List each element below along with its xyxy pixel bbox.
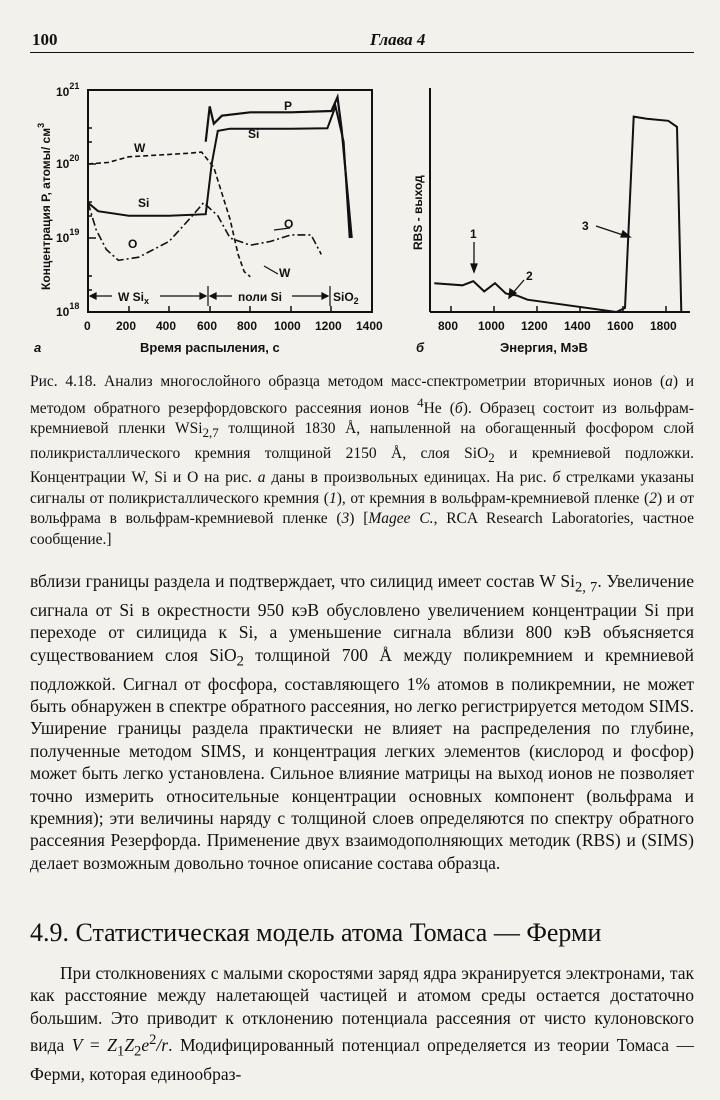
xtick: 1400 [564,319,591,333]
panel-b-xticks [438,319,677,333]
xtick: 1800 [650,319,677,333]
chapter-title: Глава 4 [370,30,426,49]
arrow-label-3: 3 [582,219,589,233]
ytick-1e21: $10^{21}$ [56,81,80,99]
body-paragraph [30,570,694,874]
panel-a-label: а [34,340,42,355]
panel-a-xlabel: Время распыления, с [140,340,280,355]
xtick: 1600 [607,319,634,333]
page-header [30,28,694,53]
pointer-w [264,266,278,274]
ytick-1e20: $10^{20}$ [56,153,80,171]
xtick: 1200 [315,319,342,333]
rbs-curve [434,117,681,312]
caption-fig-label: Рис. 4.18. [30,373,97,390]
label-w: W [134,141,146,155]
panel-b-ylabel: RBS - выход [411,175,425,250]
panel-a [34,81,383,355]
paragraph: вблизи границы раздела и подтверждает, что силицид имеет состав W $Si_{2, 7}$. Увеличение сигнала от Si в окрестности 950 кэВ обусловлено увеличением концентрации Si при переходе от силицида к Si, а уменьшение сигнала вблизи 800 кэВ объясняется существованием слоя SiO$_2$ толщиной 700 Å между поликремнием и кремниевой подложкой. Сигнал от фосфора, составляющего 1% атомов в поликремнии, не может быть обнаружен в спектре обратного рассеяния, но легко регистрируется методом SIMS. Уширение границы раздела практически не влияет на распределения по глубине, полученные методом SIMS, и концентрация легких элементов (кислород и фосфор) может быть легко установлена. Сильное влияние матрицы на выход ионов не позволяет точно измерить относительные концентрации основных компонент (вольфрама и кремния); эти величины наряду с толщиной слоев определяются по спектру обратного рассеяния Резерфорда. Применение двух взаимодополняющих методик (RBS) и (SIMS) делает возможным довольно точное описание состава образца. [30,571,694,873]
xtick: 600 [197,319,218,333]
label-si-right: Si [248,127,260,141]
paragraph: При столкновениях с малыми скоростями заряд ядра экранируется электронами, так как расстояние между налетающей частицей и атомом среды остается достаточно большим. Это приводит к отклонению потенциала рассеяния от чисто кулоновского вида $V = Z_1Z_2e^2/r$. Модифицированный потенциал определяется из теории Томаса — Ферми, которая единообраз- [30,963,694,1084]
figure-svg [30,70,694,370]
label-p: P [284,99,293,113]
region-sio2: SiO$_2$ [333,290,359,306]
panel-b [411,88,690,355]
region-wsi: W $Si_x$ [118,290,150,306]
panel-b-arrows [471,226,630,298]
panel-a-yticks [56,81,79,319]
xtick: 1000 [478,319,505,333]
panel-b-label: б [416,340,425,355]
panel-a-xticks [84,319,383,333]
region-poly: поли Si [238,290,282,304]
arrow-label-1: 1 [470,227,477,241]
series-p [206,97,352,238]
figure-caption: Рис. 4.18. Анализ многослойного образца методом масс-спектрометрии вторичных ионов (а) и методом обратного резерфордовского рассеяния ионов $^4$Не (б). Образец состоит из вольфрам-кремниевой пленки WSi$_{2,7}$ толщиной 1830 Å, напыленной на обогащенный фосфором слой поликристаллического кремния толщиной 2150 Å, слоя SiO$_2$ и кремниевой подложки. Концентрации W, Si и O на рис. а даны в произвольных единицах. На рис. б стрелками указаны сигналы от поликристаллического кремния (1), от кремния в вольфрам-кремниевой пленке (2) и от вольфрама в вольфрам-кремниевой пленке (3) [Magee C., RCA Research Laboratories, частное сообщение.] [30,373,695,548]
xtick: 0 [84,319,91,333]
label-o-right: O [284,217,294,231]
body-paragraph-2 [30,962,694,1085]
ytick-1e19: $10^{19}$ [56,227,80,245]
section-heading: 4.9. Статистическая модель атома Томаса — Ферми [30,918,602,947]
panel-a-ylabel: Концентрация Р, атомы/ $см^3$ [36,122,53,290]
xtick: 800 [237,319,258,333]
label-w-right: W [279,266,291,280]
xtick: 400 [156,319,177,333]
label-o: O [128,237,138,251]
panel-b-xlabel: Энергия, МэВ [500,340,588,355]
ytick-1e18: $10^{18}$ [56,301,80,319]
xtick: 200 [116,319,137,333]
figure-4-18 [30,70,694,370]
xtick: 800 [438,319,459,333]
xtick: 1000 [274,319,301,333]
series-w [88,152,250,277]
panel-a-tick-marks [88,128,331,312]
page-number: 100 [32,30,58,49]
xtick: 1400 [356,319,383,333]
arrow-label-2: 2 [526,269,533,283]
label-si: Si [138,196,150,210]
series-o [88,203,321,261]
xtick: 1200 [521,319,548,333]
